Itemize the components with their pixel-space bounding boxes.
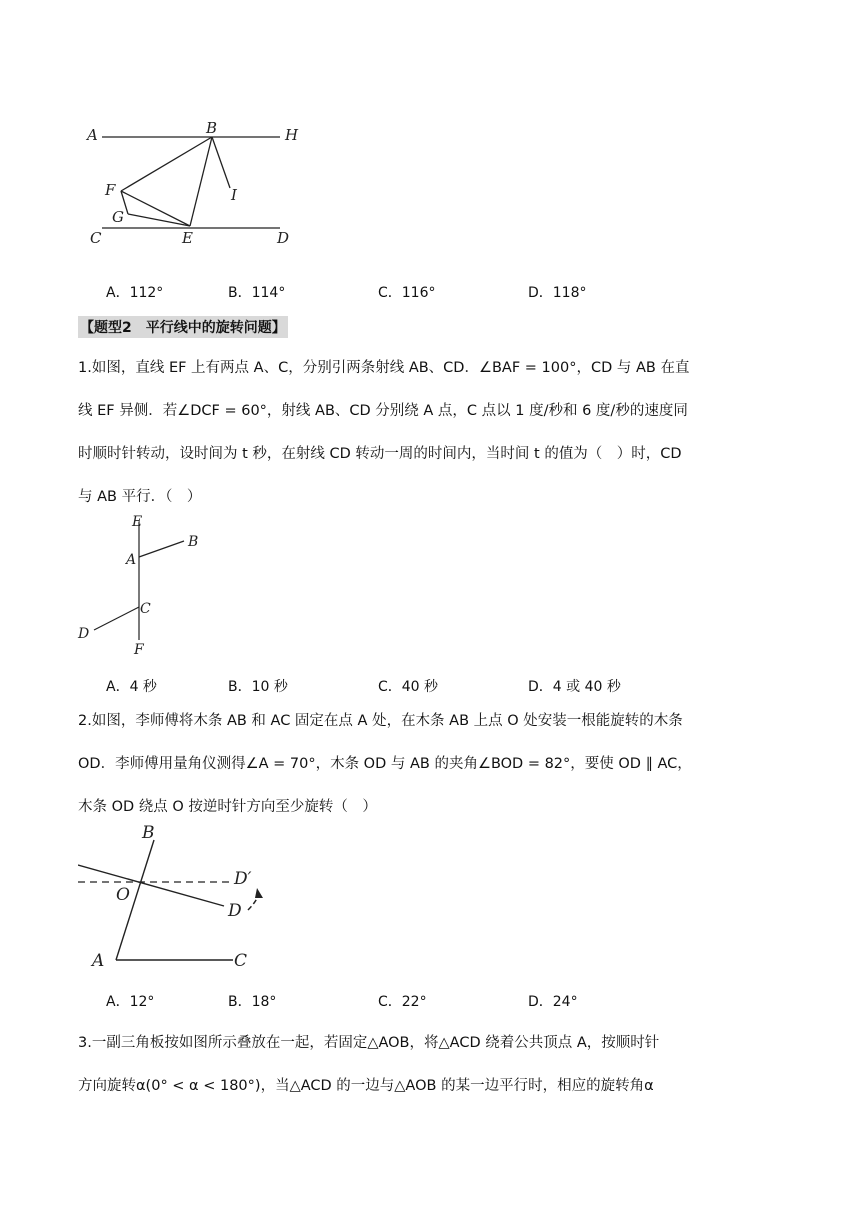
option-b[interactable]: B．114°: [228, 285, 286, 301]
label-c: C: [90, 229, 102, 247]
label-d: D: [277, 229, 290, 247]
label-f: F: [105, 181, 116, 199]
q2-line-2: OD．李师傅用量角仪测得∠A = 70°，木条 OD 与 AB 的夹角∠BOD = 82°，要使 OD ∥ AC，: [78, 756, 692, 772]
label-g: G: [112, 208, 124, 226]
option-b[interactable]: B．10 秒: [228, 679, 288, 695]
label-h: H: [285, 126, 299, 144]
figure-parallel-lines-bfe: [80, 118, 310, 253]
option-a[interactable]: A．112°: [106, 285, 164, 301]
label-b: B: [188, 534, 199, 550]
figure-wood-strips: [78, 818, 278, 978]
label-o: O: [116, 885, 130, 905]
option-c[interactable]: C．40 秒: [378, 679, 439, 695]
option-d[interactable]: D．4 或 40 秒: [528, 679, 621, 695]
label-b: B: [206, 119, 218, 137]
q1-line-4: 与 AB 平行．（ ）: [78, 489, 202, 505]
q1-line-1: 1.如图，直线 EF 上有两点 A、C，分别引两条射线 AB、CD．∠BAF = 100°，CD 与 AB 在直: [78, 360, 690, 376]
option-c[interactable]: C．116°: [378, 285, 436, 301]
label-f: F: [134, 642, 144, 658]
label-a: A: [87, 126, 98, 144]
q1-text: [78, 347, 783, 519]
label-i: I: [231, 186, 237, 204]
q1-line-3: 时顺时针转动，设时间为 t 秒，在射线 CD 转动一周的时间内，当时间 t 的值为（ ）时，CD: [78, 446, 682, 462]
label-a: A: [92, 951, 105, 971]
label-d: D: [78, 626, 90, 642]
option-a[interactable]: A．12°: [106, 994, 155, 1010]
label-e: E: [132, 514, 143, 530]
q2-line-1: 2.如图，李师傅将木条 AB 和 AC 固定在点 A 处，在木条 AB 上点 O 处安装一根能旋转的木条: [78, 713, 683, 729]
label-e: E: [182, 229, 193, 247]
figure-rays-ab-cd: [74, 510, 214, 660]
option-d[interactable]: D．24°: [528, 994, 578, 1010]
label-c: C: [140, 601, 151, 617]
q3-line-2: 方向旋转α(0° < α < 180°)，当△ACD 的一边与△AOB 的某一边平行时，相应的旋转角α: [78, 1078, 654, 1094]
section-heading: 【题型2 平行线中的旋转问题】: [78, 316, 288, 338]
label-a: A: [126, 552, 137, 568]
q3-line-1: 3.一副三角板按如图所示叠放在一起，若固定△AOB，将△ACD 绕着公共顶点 A，按顺时针: [78, 1035, 660, 1051]
q2-text: [78, 700, 783, 829]
q3-text: [78, 1022, 783, 1108]
label-c: C: [234, 951, 248, 971]
option-a[interactable]: A．4 秒: [106, 679, 157, 695]
option-d[interactable]: D．118°: [528, 285, 587, 301]
q2-line-3: 木条 OD 绕点 O 按逆时针方向至少旋转（ ）: [78, 799, 377, 815]
label-d-prime: D′: [234, 869, 252, 889]
label-d: D: [228, 901, 242, 921]
q1-line-2: 线 EF 异侧．若∠DCF = 60°，射线 AB、CD 分别绕 A 点，C 点以 1 度/秒和 6 度/秒的速度同: [78, 403, 688, 419]
label-b: B: [142, 823, 155, 843]
option-b[interactable]: B．18°: [228, 994, 277, 1010]
option-c[interactable]: C．22°: [378, 994, 427, 1010]
